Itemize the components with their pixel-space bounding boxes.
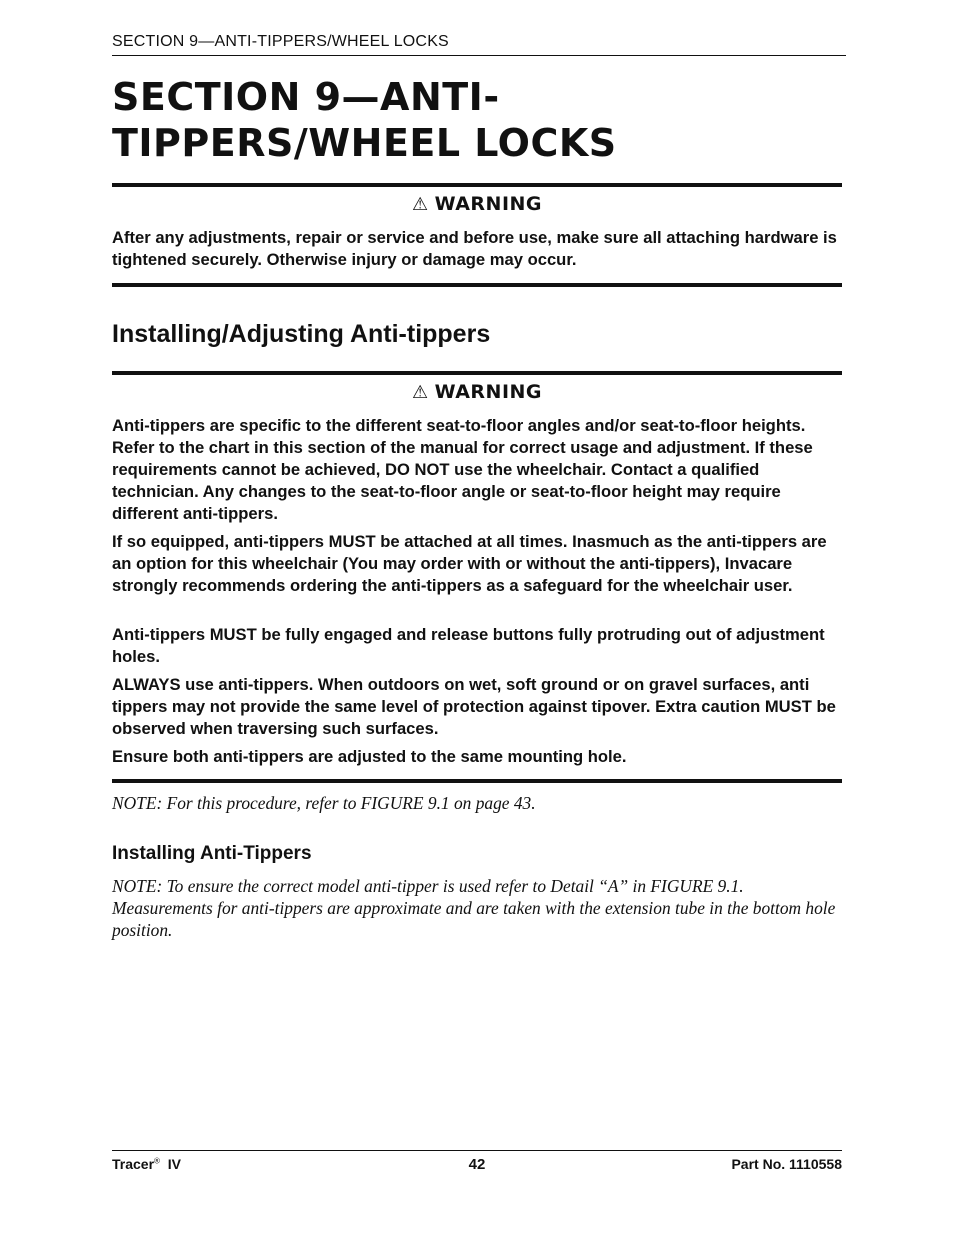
footer-product: Tracer® IV xyxy=(112,1156,181,1172)
section-title: SECTION 9—ANTI-TIPPERS/WHEEL LOCKS xyxy=(112,75,617,165)
warning-text: After any adjustments, repair or service and before use, make sure all attaching hardware is tightened securely. Otherwise injury or damage may occur. xyxy=(112,228,837,269)
warning-bottom-rule xyxy=(112,779,842,783)
sub-subsection-title: Installing Anti-Tippers xyxy=(112,843,312,864)
warning-top-rule xyxy=(112,183,842,187)
warning-label: WARNING xyxy=(434,193,543,215)
registered-mark: ® xyxy=(154,1156,160,1166)
warning-paragraph: Ensure both anti-tippers are adjusted to the same mounting hole. xyxy=(112,747,627,766)
warning-paragraph: ALWAYS use anti-tippers. When outdoors on wet, soft ground or on gravel surfaces, anti tippers may not provide the same level of protection against tipover. Extra caution MUST be observed when traversing such surfaces. xyxy=(112,675,836,738)
part-number: Part No. 1110558 xyxy=(731,1156,842,1172)
subsection-title: Installing/Adjusting Anti-tippers xyxy=(112,320,491,348)
warning-paragraph: Anti-tippers MUST be fully engaged and release buttons fully protruding out of adjustment holes. xyxy=(112,625,825,666)
footer-rule xyxy=(112,1150,842,1151)
page-number: 42 xyxy=(468,1156,486,1173)
warning-paragraph: If so equipped, anti-tippers MUST be attached at all times. Inasmuch as the anti-tippers are an option for this wheelchair (You may order with or without the anti-tippers), Invacare strongly recommends ordering the anti-tippers as a safeguard for the wheelchair user. xyxy=(112,532,827,595)
warning-heading xyxy=(112,193,842,215)
note: NOTE: To ensure the correct model anti-tipper is used refer to Detail “A” in FIGURE 9.1. Measurements for anti-tippers are approximate and are taken with the extension tube in the bottom hole position. xyxy=(112,876,836,940)
running-header: SECTION 9—ANTI-TIPPERS/WHEEL LOCKS xyxy=(112,33,449,50)
warning-paragraph: Anti-tippers are specific to the different seat-to-floor angles and/or seat-to-floor heights. Refer to the chart in this section of the manual for correct usage and adjustment. If these requirements cannot be achieved, DO NOT use the wheelchair. Contact a qualified technician. Any changes to the seat-to-floor angle or seat-to-floor height may require different anti-tippers. xyxy=(112,416,813,523)
note: NOTE: For this procedure, refer to FIGURE 9.1 on page 43. xyxy=(112,793,536,813)
warning-top-rule xyxy=(112,371,842,375)
warning-triangle-icon: ⚠ xyxy=(411,194,429,215)
warning-heading xyxy=(112,381,842,403)
manual-page xyxy=(112,0,842,1235)
header-rule xyxy=(112,55,846,56)
warning-bottom-rule xyxy=(112,283,842,287)
warning-label: WARNING xyxy=(434,381,543,403)
warning-triangle-icon: ⚠ xyxy=(411,382,429,403)
